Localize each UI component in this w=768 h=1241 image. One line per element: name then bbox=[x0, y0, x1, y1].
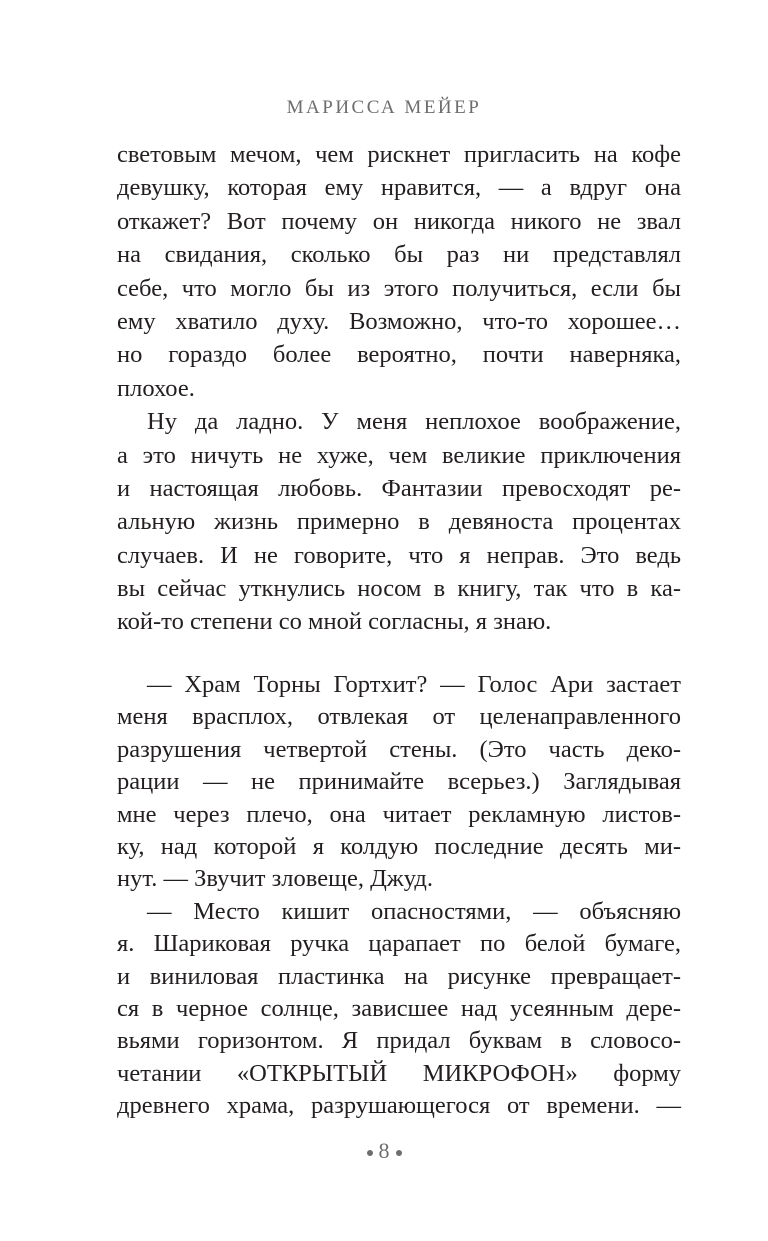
text-line: себе, что могло бы из этого получиться, если бы bbox=[117, 274, 681, 302]
text-line: но гораздо более вероятно, почти наверняка, bbox=[117, 341, 681, 369]
text-line: ему хватило духу. Возможно, что-то хорошее… bbox=[117, 307, 681, 335]
text-line: — Храм Торны Гортхит? — Голос Ари застает bbox=[147, 671, 681, 698]
text-line: ся в черное солнце, зависшее над усеянным дере- bbox=[117, 994, 681, 1022]
text-line: — Место кишит опасностями, — объясняю bbox=[147, 897, 681, 925]
text-line: вы сейчас уткнулись носом в книгу, так что в ка- bbox=[117, 575, 681, 603]
page-number-value: 8 bbox=[378, 1138, 390, 1163]
text-block-1 bbox=[117, 138, 681, 639]
text-block-2 bbox=[117, 669, 681, 1122]
text-line: и виниловая пластинка на рисунке превращает- bbox=[117, 962, 681, 990]
text-line: откажет? Вот почему он никогда никого не звал bbox=[117, 207, 681, 235]
text-line: и настоящая любовь. Фантазии превосходят ре- bbox=[117, 474, 681, 502]
text-line: девушку, которая ему нравится, — а вдруг она bbox=[117, 174, 681, 202]
text-line: вьями горизонтом. Я придал буквам в словосо- bbox=[117, 1027, 681, 1055]
page-number bbox=[0, 1138, 768, 1164]
text-line: случаев. И не говорите, что я неправ. Это ведь bbox=[117, 541, 681, 569]
text-line: альную жизнь примерно в девяноста процентах bbox=[117, 508, 681, 536]
text-line: древнего храма, разрушающегося от времени. — bbox=[117, 1092, 681, 1120]
text-line: ку, над которой я колдую последние десять ми- bbox=[117, 832, 681, 860]
bullet-dot-icon bbox=[396, 1150, 402, 1156]
running-header: МАРИССА МЕЙЕР bbox=[286, 97, 482, 118]
text-line: мне через плечо, она читает рекламную листов- bbox=[117, 800, 681, 828]
text-line: меня врасплох, отвлекая от целенаправленного bbox=[117, 703, 681, 731]
text-line: кой-то степени со мной согласны, я знаю. bbox=[117, 608, 552, 636]
text-line: разрушения четвертой стены. (Это часть деко- bbox=[117, 735, 681, 763]
text-line: Ну да ладно. У меня неплохое воображение, bbox=[147, 408, 681, 436]
text-line: нут. — Звучит зловеще, Джуд. bbox=[117, 865, 433, 893]
text-line: а это ничуть не хуже, чем великие приключения bbox=[117, 441, 681, 469]
text-line: я. Шариковая ручка царапает по белой бумаге, bbox=[117, 930, 681, 958]
text-line: плохое. bbox=[117, 374, 195, 402]
bullet-dot-icon bbox=[367, 1150, 373, 1156]
text-line: четании «ОТКРЫТЫЙ МИКРОФОН» форму bbox=[117, 1059, 681, 1087]
text-line: рации — не принимайте всерьез.) Заглядывая bbox=[117, 768, 681, 796]
text-line: на свидания, сколько бы раз ни представлял bbox=[117, 241, 681, 269]
text-line: световым мечом, чем рискнет пригласить на кофе bbox=[117, 141, 681, 168]
